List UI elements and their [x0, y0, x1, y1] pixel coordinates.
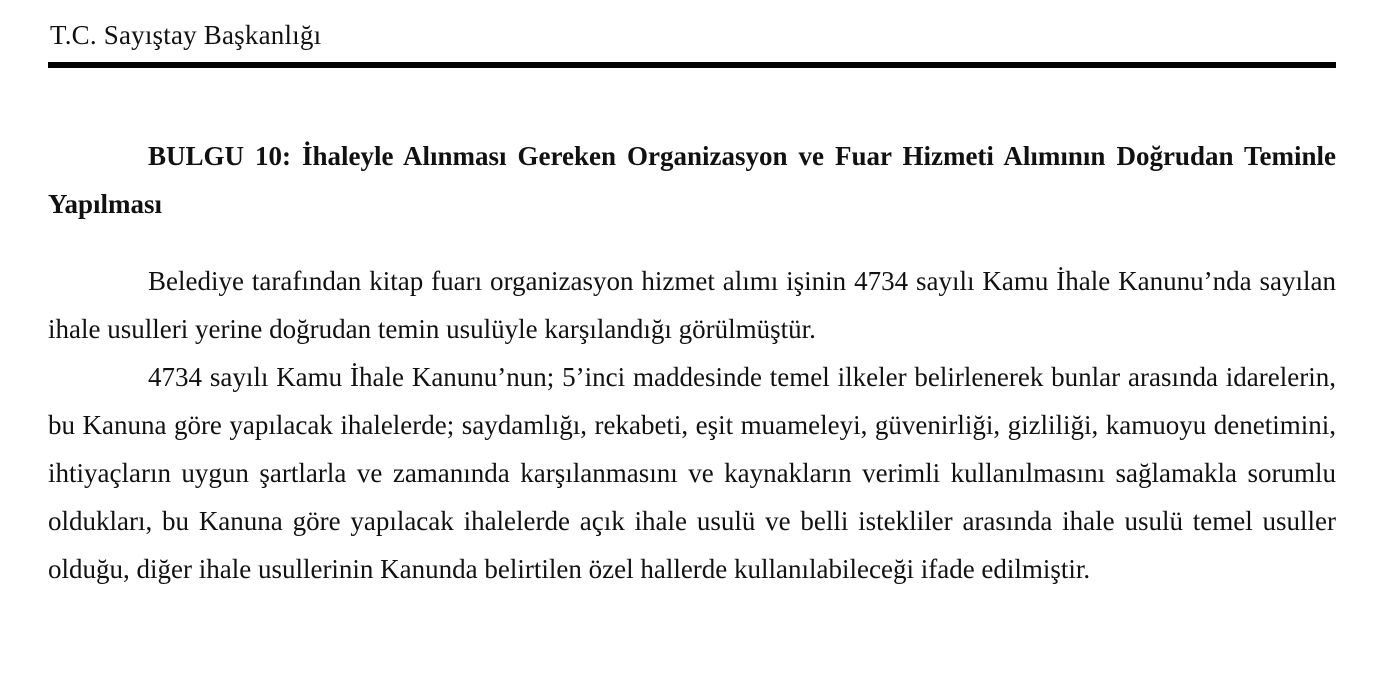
body-paragraph: Belediye tarafından kitap fuarı organizasyon hizmet alımı işinin 4734 sayılı Kamu İhale Kanunu’nda sayılan ihale usulleri yerine doğrudan temin usulüyle karşılandığı görülmüştür.: [48, 266, 1336, 344]
organization-header-title: T.C. Sayıştay Başkanlığı: [50, 20, 322, 50]
document-body: [48, 132, 1336, 593]
document-page: [48, 0, 1336, 680]
finding-heading: BULGU 10: İhaleyle Alınması Gereken Organizasyon ve Fuar Hizmeti Alımının Doğrudan Teminle Yapılması: [48, 141, 1336, 219]
header-divider: [48, 62, 1336, 68]
body-paragraph: 4734 sayılı Kamu İhale Kanunu’nun; 5’inci maddesinde temel ilkeler belirlenerek bunlar arasında idarelerin, bu Kanuna göre yapılacak ihalelerde; saydamlığı, rekabeti, eşit muameleyi, güvenirliği, gizliliği, kamuoyu denetimini, ihtiyaçların uygun şartlarla ve zamanında karşılanmasını ve kaynakların verimli kullanılmasını sağlamakla sorumlu oldukları, bu Kanuna göre yapılacak ihalelerde açık ihale usulü ve belli istekliler arasında ihale usulü temel usuller olduğu, diğer ihale usullerinin Kanunda belirtilen özel hallerde kullanılabileceği ifade edilmiştir.: [48, 362, 1336, 584]
